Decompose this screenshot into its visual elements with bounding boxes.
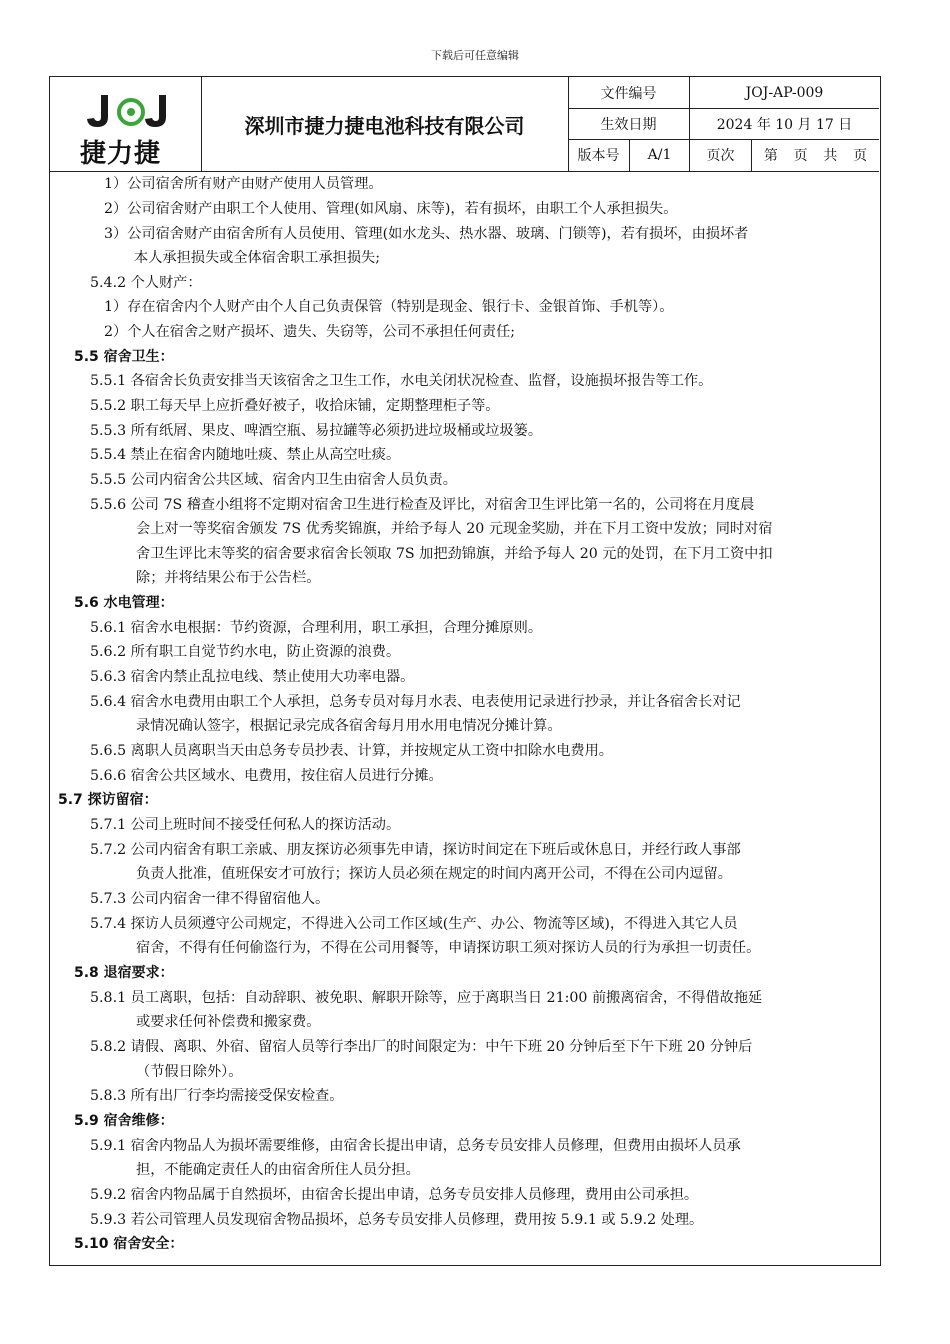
page-word-gong: 共: [823, 148, 838, 164]
text-line: 5.5.1 各宿舍长负责安排当天该宿舍之卫生工作，水电关闭状况检查、监督，设施损坏报告等工作。: [90, 373, 713, 389]
document-frame: [49, 76, 881, 1266]
text-line: 5.9.2 宿舍内物品属于自然损坏，由宿舍长提出申请，总务专员安排人员修理，费用由公司承担。: [90, 1187, 699, 1203]
text-line: 5.7.3 公司内宿舍一律不得留宿他人。: [90, 891, 330, 907]
page-value: [752, 139, 879, 171]
text-line: 5.6.2 所有职工自觉节约水电，防止资源的浪费。: [90, 644, 401, 660]
text-line: 5.5.5 公司内宿舍公共区域、宿舍内卫生由宿舍人员负责。: [90, 472, 457, 488]
text-line: 舍卫生评比末等奖的宿舍要求宿舍长领取 7S 加把劲锦旗，并给予每人 20 元的处罚，在下月工资中扣: [136, 546, 773, 562]
company-logo: [50, 77, 202, 171]
text-line: 5.9.1 宿舍内物品人为损坏需要维修，由宿舍长提出申请，总务专员安排人员修理，但费用由损坏人员承: [90, 1138, 741, 1154]
effective-date-label: 生效日期: [568, 108, 690, 139]
text-line: 5.5.4 禁止在宿舍内随地吐痰、禁止从高空吐痰。: [90, 447, 401, 463]
page-word-di: 第: [763, 148, 778, 164]
download-note: 下载后可任意编辑: [431, 49, 519, 62]
page-label: 页次: [690, 139, 752, 171]
text-line: 5.8.1 员工离职，包括：自动辞职、被免职、解职开除等，应于离职当日 21:00 前搬离宿舍，不得借故拖延: [90, 990, 763, 1006]
section-heading: 5.7 探访留宿：: [58, 792, 158, 808]
meta-row-doc-no: [568, 77, 879, 109]
text-line: 除；并将结果公布于公告栏。: [136, 570, 321, 586]
text-line: 5.7.1 公司上班时间不接受任何私人的探访活动。: [90, 817, 401, 833]
page-word-ye2: 页: [853, 148, 868, 164]
section-heading: 5.8 退宿要求：: [74, 965, 174, 981]
company-name: 深圳市捷力捷电池科技有限公司: [201, 77, 569, 171]
section-heading: 5.5 宿舍卫生：: [74, 349, 174, 365]
version-label: 版本号: [568, 139, 630, 171]
text-line: 3）公司宿舍财产由宿舍所有人员使用、管理(如水龙头、热水器、玻璃、门锁等)，若有损坏，由损坏者: [104, 226, 749, 242]
section-heading: 5.10 宿舍安全：: [74, 1236, 184, 1252]
text-line: 1）公司宿舍所有财产由财产使用人员管理。: [104, 176, 383, 192]
text-line: 5.6.1 宿舍水电根据：节约资源，合理利用，职工承担，合理分摊原则。: [90, 620, 543, 636]
text-line: 录情况确认签字，根据记录完成各宿舍每月用水用电情况分摊计算。: [136, 718, 562, 734]
text-line: 5.8.2 请假、离职、外宿、留宿人员等行李出厂的时间限定为：中午下班 20 分钟后至下午下班 20 分钟后: [90, 1039, 753, 1055]
text-line: 5.6.6 宿舍公共区域水、电费用，按住宿人员进行分摊。: [90, 768, 443, 784]
joj-logo-icon: [86, 93, 176, 129]
document-meta-table: [568, 77, 879, 171]
text-line: 5.8.3 所有出厂行李均需接受保安检查。: [90, 1088, 344, 1104]
meta-row-version-page: [568, 139, 879, 171]
text-line: 5.5.6 公司 7S 稽查小组将不定期对宿舍卫生进行检查及评比，对宿舍卫生评比第一名的，公司将在月度晨: [90, 497, 755, 513]
text-line: 2）个人在宿舍之财产损坏、遗失、失窃等，公司不承担任何责任;: [104, 324, 516, 340]
text-line: 5.4.2 个人财产：: [90, 275, 202, 291]
text-line: （节假日除外）。: [136, 1064, 243, 1080]
text-line: 5.5.3 所有纸屑、果皮、啤酒空瓶、易拉罐等必须扔进垃圾桶或垃圾篓。: [90, 423, 543, 439]
text-line: 会上对一等奖宿舍颁发 7S 优秀奖锦旗，并给予每人 20 元现金奖励，并在下月工资中发放；同时对宿: [136, 521, 773, 537]
text-line: 2）公司宿舍财产由职工个人使用、管理(如风扇、床等)，若有损坏，由职工个人承担损失。: [104, 201, 678, 217]
doc-no-label: 文件编号: [568, 77, 690, 108]
text-line: 5.6.3 宿舍内禁止乱拉电线、禁止使用大功率电器。: [90, 669, 415, 685]
page-word-ye: 页: [793, 148, 808, 164]
logo-text: 捷力捷: [80, 139, 162, 169]
text-line: 1）存在宿舍内个人财产由个人自己负责保管（特别是现金、银行卡、金银首饰、手机等）。: [104, 299, 674, 315]
text-line: 5.6.5 离职人员离职当天由总务专员抄表、计算，并按规定从工资中扣除水电费用。: [90, 743, 613, 759]
meta-row-effective-date: [568, 108, 879, 140]
text-line: 5.6.4 宿舍水电费用由职工个人承担，总务专员对每月水表、电表使用记录进行抄录，并让各宿舍长对记: [90, 694, 741, 710]
text-line: 5.9.3 若公司管理人员发现宿舍物品损坏，总务专员安排人员修理，费用按 5.9.1 或 5.9.2 处理。: [90, 1212, 704, 1228]
text-line: 5.7.2 公司内宿舍有职工亲戚、朋友探访必须事先申请，探访时间定在下班后或休息日，并经行政人事部: [90, 842, 741, 858]
section-heading: 5.9 宿舍维修：: [74, 1113, 174, 1129]
section-heading: 5.6 水电管理：: [74, 595, 174, 611]
text-line: 本人承担损失或全体宿舍职工承担损失;: [134, 250, 380, 266]
doc-no-value: JOJ-AP-009: [745, 84, 824, 101]
text-line: 负责人批准，值班保安才可放行；探访人员必须在规定的时间内离开公司，不得在公司内逗留。: [136, 866, 732, 882]
effective-date-value: 2024 年 10 月 17 日: [716, 116, 853, 133]
text-line: 5.5.2 职工每天早上应折叠好被子，收拾床铺，定期整理柜子等。: [90, 398, 500, 414]
text-line: 或要求任何补偿费和搬家费。: [136, 1014, 321, 1030]
text-line: 宿舍，不得有任何偷盗行为，不得在公司用餐等，申请探访职工须对探访人员的行为承担一切责任。: [136, 940, 761, 956]
version-value: A/1: [630, 139, 690, 171]
document-header: [50, 77, 879, 172]
text-line: 担，不能确定责任人的由宿舍所住人员分担。: [136, 1162, 420, 1178]
text-line: 5.7.4 探访人员须遵守公司规定，不得进入公司工作区域(生产、办公、物流等区域)，不得进入其它人员: [90, 916, 738, 932]
